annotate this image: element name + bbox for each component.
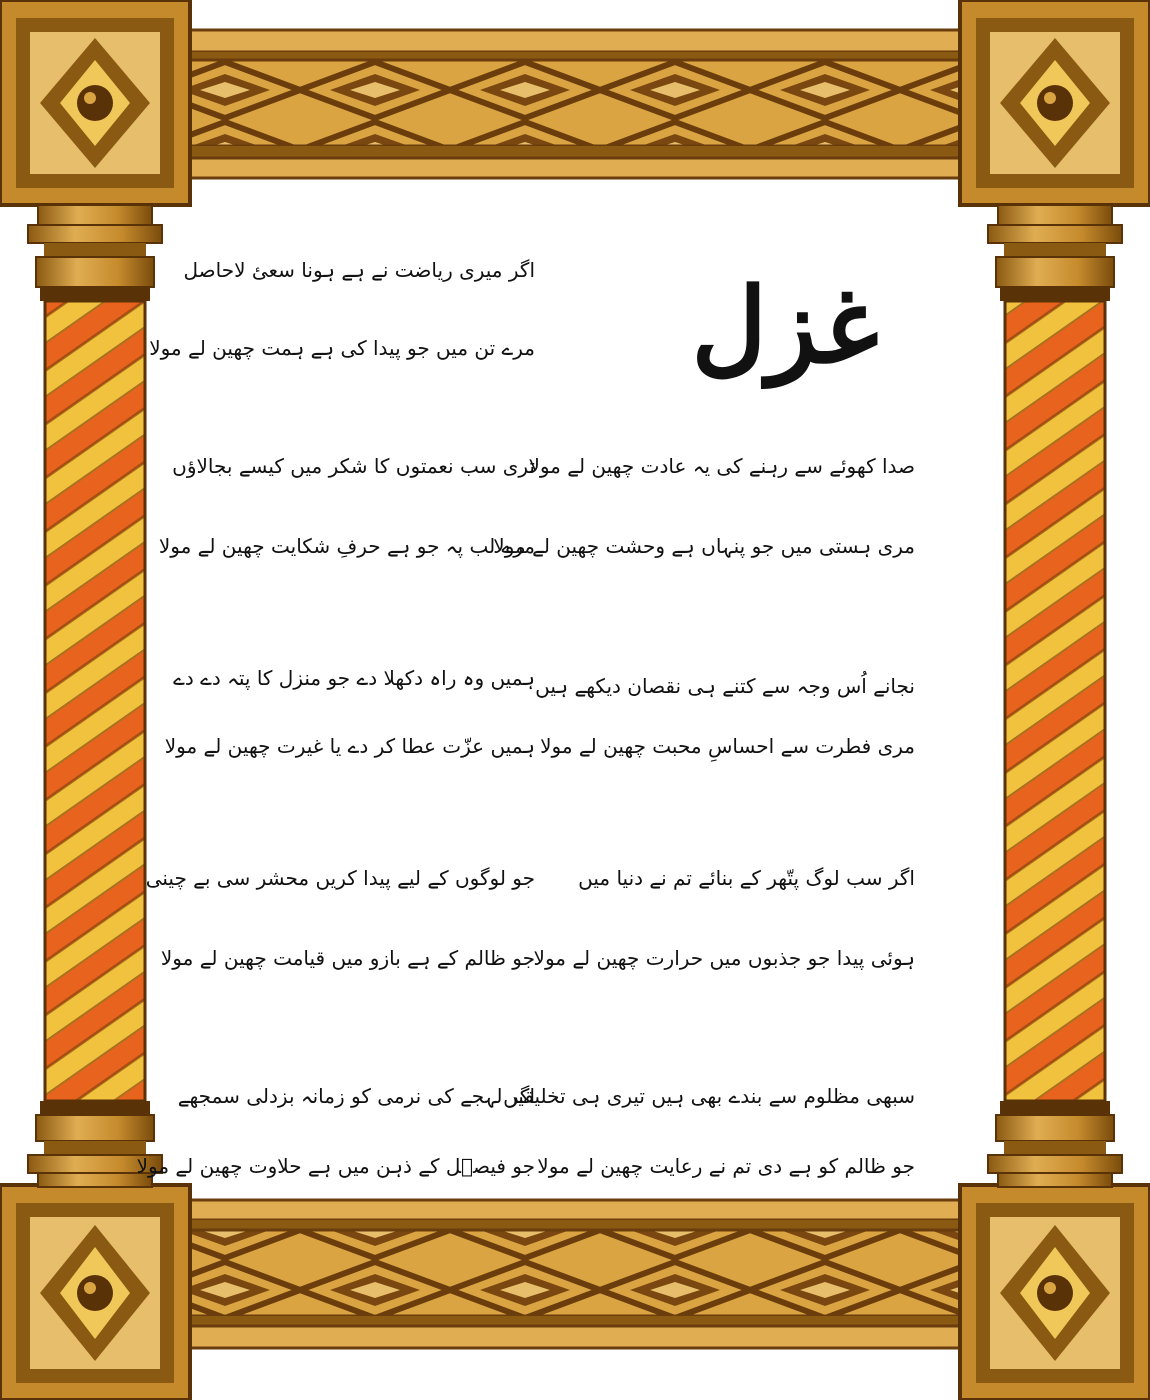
verse-line: صدا کھوئے سے رہنے کی یہ عادت چھین لے مولا — [528, 454, 915, 478]
verse-line: ہوئی پیدا جو جذبوں میں حرارت چھین لے مولا — [533, 946, 915, 970]
verse-line: مری ہستی میں جو پنہاں ہے وحشت چھین لے مولا — [493, 534, 915, 558]
verse-line: مری فطرت سے احساسِ محبت چھین لے مولا — [540, 734, 915, 758]
verse-line: سبھی مظلوم سے بندے بھی ہیں تیری ہی تخلیقیں — [503, 1084, 915, 1108]
verse-line: تری سب نعمتوں کا شکر میں کیسے بجالاؤں — [172, 454, 535, 478]
verse-line: اگر میری ریاضت نے ہے ہونا سعئ لاحاصل — [183, 258, 535, 282]
verse-line: جو ظالم کو ہے دی تم نے رعایت چھین لے مولا — [537, 1154, 915, 1178]
bottom-beam — [150, 1200, 1000, 1348]
right-pillar — [988, 205, 1122, 1187]
verse-line: نجانے اُس وجہ سے کتنے ہی نقصان دیکھے ہیں — [535, 674, 915, 698]
corner-bottom-right — [960, 1185, 1150, 1400]
verse-line: جو فیصؔل کے ذہن میں ہے حلاوت چھین لے مولا — [136, 1154, 535, 1178]
verse-line: اگر لہجے کی نرمی کو زمانہ بزدلی سمجھے — [177, 1084, 535, 1108]
top-beam — [150, 30, 1000, 178]
left-pillar — [28, 205, 162, 1187]
corner-bottom-left — [0, 1185, 190, 1400]
poem-title: غزل — [691, 263, 879, 387]
verse-line: مرے لب پہ جو ہے حرفِ شکایت چھین لے مولا — [158, 534, 535, 558]
verse-line: ہمیں وہ راہ دکھلا دے جو منزل کا پتہ دے دے — [173, 666, 535, 690]
verse-line: اگر سب لوگ پتّھر کے بنائے تم نے دنیا میں — [578, 866, 915, 890]
verse-line: مرے تن میں جو پیدا کی ہے ہمت چھین لے مولا — [149, 336, 535, 360]
verse-line: ہمیں عزّت عطا کر دے یا غیرت چھین لے مولا — [164, 734, 535, 758]
corner-top-right — [960, 0, 1150, 205]
corner-top-left — [0, 0, 190, 205]
verse-line: جو ظالم کے ہے بازو میں قیامت چھین لے مولا — [160, 946, 535, 970]
verse-line: جو لوگوں کے لیے پیدا کریں محشر سی بے چینی — [145, 866, 535, 890]
